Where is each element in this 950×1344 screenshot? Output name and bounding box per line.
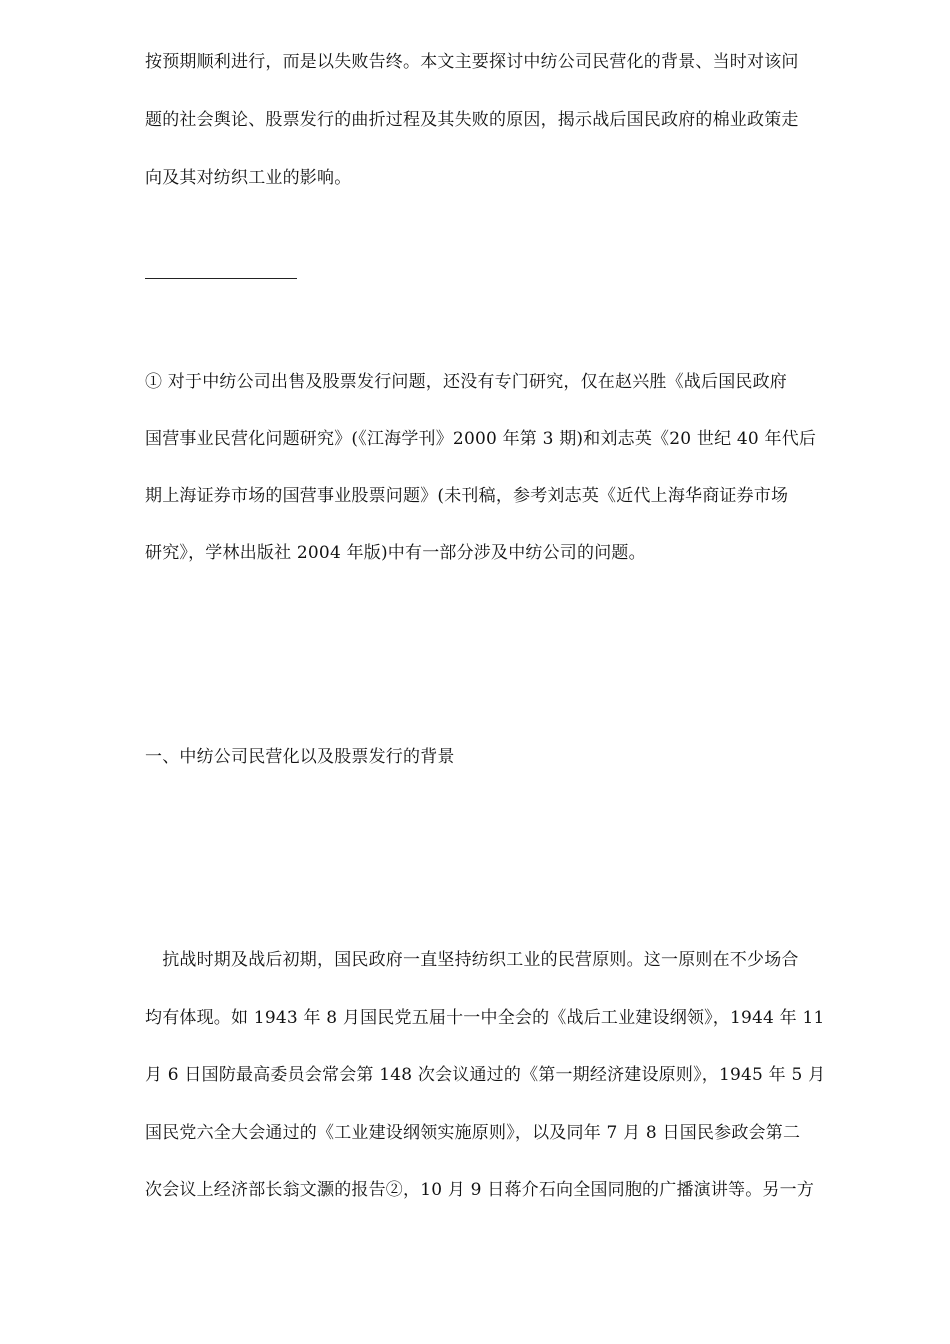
body-line-2: 均有体现。如 1943 年 8 月国民党五届十一中全会的《战后工业建设纲领》，1944 年 11 <box>145 1008 825 1028</box>
intro-line-2: 题的社会舆论、股票发行的曲折过程及其失败的原因，揭示战后国民政府的棉业政策走 <box>145 110 799 130</box>
footnote-line-3: 期上海证券市场的国营事业股票问题》(未刊稿，参考刘志英《近代上海华商证券市场 <box>145 486 789 506</box>
body-line-5: 次会议上经济部长翁文灏的报告②，10 月 9 日蒋介石向全国同胞的广播演讲等。另一方 <box>145 1180 815 1200</box>
intro-line-3: 向及其对纺织工业的影响。 <box>145 168 352 188</box>
section-heading: 一、中纺公司民营化以及股票发行的背景 <box>145 747 455 767</box>
body-line-4: 国民党六全大会通过的《工业建设纲领实施原则》，以及同年 7 月 8 日国民参政会第二 <box>145 1123 801 1143</box>
body-line-1: 抗战时期及战后初期，国民政府一直坚持纺织工业的民营原则。这一原则在不少场合 <box>145 950 799 970</box>
footnote-line-1: ① 对于中纺公司出售及股票发行问题，还没有专门研究，仅在赵兴胜《战后国民政府 <box>145 372 788 392</box>
body-line-3: 月 6 日国防最高委员会常会第 148 次会议通过的《第一期经济建设原则》，1945 年 5 月 <box>145 1065 826 1085</box>
intro-line-1: 按预期顺利进行，而是以失败告终。本文主要探讨中纺公司民营化的背景、当时对该问 <box>145 52 799 72</box>
footnote-line-4: 研究》，学林出版社 2004 年版)中有一部分涉及中纺公司的问题。 <box>145 543 646 563</box>
footnote-line-2: 国营事业民营化问题研究》(《江海学刊》2000 年第 3 期)和刘志英《20 世纪 40 年代后 <box>145 429 817 449</box>
footnote-separator <box>145 278 297 279</box>
